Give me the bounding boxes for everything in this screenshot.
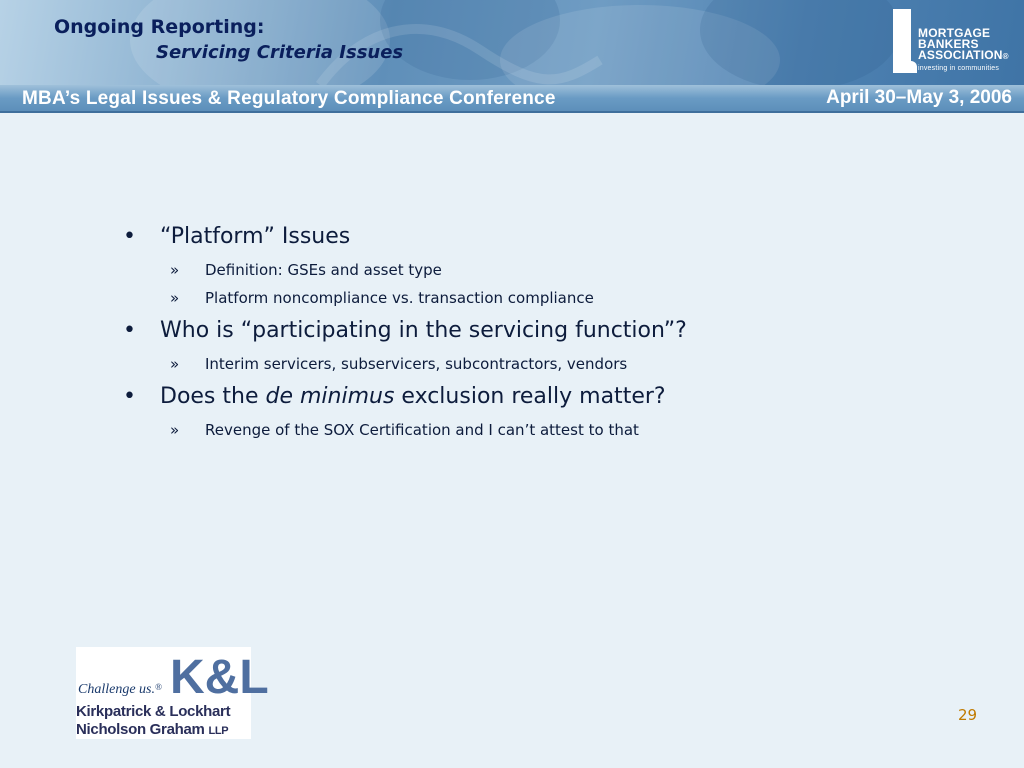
bullet-marker: • [123, 384, 136, 409]
mba-logo-trademark: ® [1002, 52, 1009, 61]
kl-logo-mark [168, 649, 269, 704]
bullet-text-prefix: Does the [160, 384, 266, 409]
bullet-marker: • [123, 224, 136, 249]
mba-logo-tagline: investing in communities [918, 65, 1000, 72]
sub-bullet-item [120, 354, 980, 374]
sub-bullet-marker: » [170, 261, 180, 279]
kl-logo-name-line2: Nicholson Graham [76, 721, 205, 738]
sub-bullet-marker: » [170, 289, 180, 307]
mba-logo-line1: MORTGAGE [918, 26, 991, 40]
conference-dates: April 30–May 3, 2006 [826, 87, 1012, 108]
sub-bullet-item [120, 420, 980, 440]
bullet-item [120, 316, 980, 346]
mba-logo [893, 9, 1009, 75]
bullet-marker: • [123, 318, 136, 343]
sub-bullet-item [120, 260, 980, 280]
page-number: 29 [958, 706, 978, 724]
bullet-text-italic: de minimus [265, 384, 395, 409]
sub-bullet-text: Revenge of the SOX Certification and I can’t attest to that [205, 421, 639, 439]
kl-logo-registered: ® [155, 682, 162, 692]
kl-logo-llp: LLP [208, 725, 229, 737]
bullet-text-suffix: exclusion really matter? [394, 384, 666, 409]
kl-logo-challenge: Challenge us. [78, 682, 155, 697]
bullet-text: “Platform” Issues [160, 224, 351, 249]
slide-title: Ongoing Reporting: [54, 16, 265, 38]
conference-name: MBA’s Legal Issues & Regulatory Compliance Conference [22, 88, 556, 109]
header-banner [0, 0, 1024, 85]
mba-logo-line3: ASSOCIATION [918, 48, 1003, 62]
svg-text:K&L: K&L [170, 651, 269, 704]
sub-bullet-text: Platform noncompliance vs. transaction compliance [205, 289, 594, 307]
bullet-item [120, 382, 980, 412]
kl-logo [76, 647, 269, 739]
slide-subtitle: Servicing Criteria Issues [156, 42, 404, 63]
sub-bullet-text: Definition: GSEs and asset type [205, 261, 442, 279]
mba-logo-mark [893, 9, 911, 61]
slide-body [120, 222, 980, 448]
kl-logo-name-line1: Kirkpatrick & Lockhart [76, 703, 231, 720]
bullet-text: Who is “participating in the servicing function”? [160, 318, 687, 343]
mba-logo-line2: BANKERS [918, 37, 979, 51]
bullet-item [120, 222, 980, 252]
conference-band [0, 85, 1024, 113]
header-photo-texture [0, 0, 1024, 85]
sub-bullet-item [120, 288, 980, 308]
sub-bullet-marker: » [170, 421, 180, 439]
sub-bullet-marker: » [170, 355, 180, 373]
sub-bullet-text: Interim servicers, subservicers, subcontractors, vendors [205, 355, 628, 373]
